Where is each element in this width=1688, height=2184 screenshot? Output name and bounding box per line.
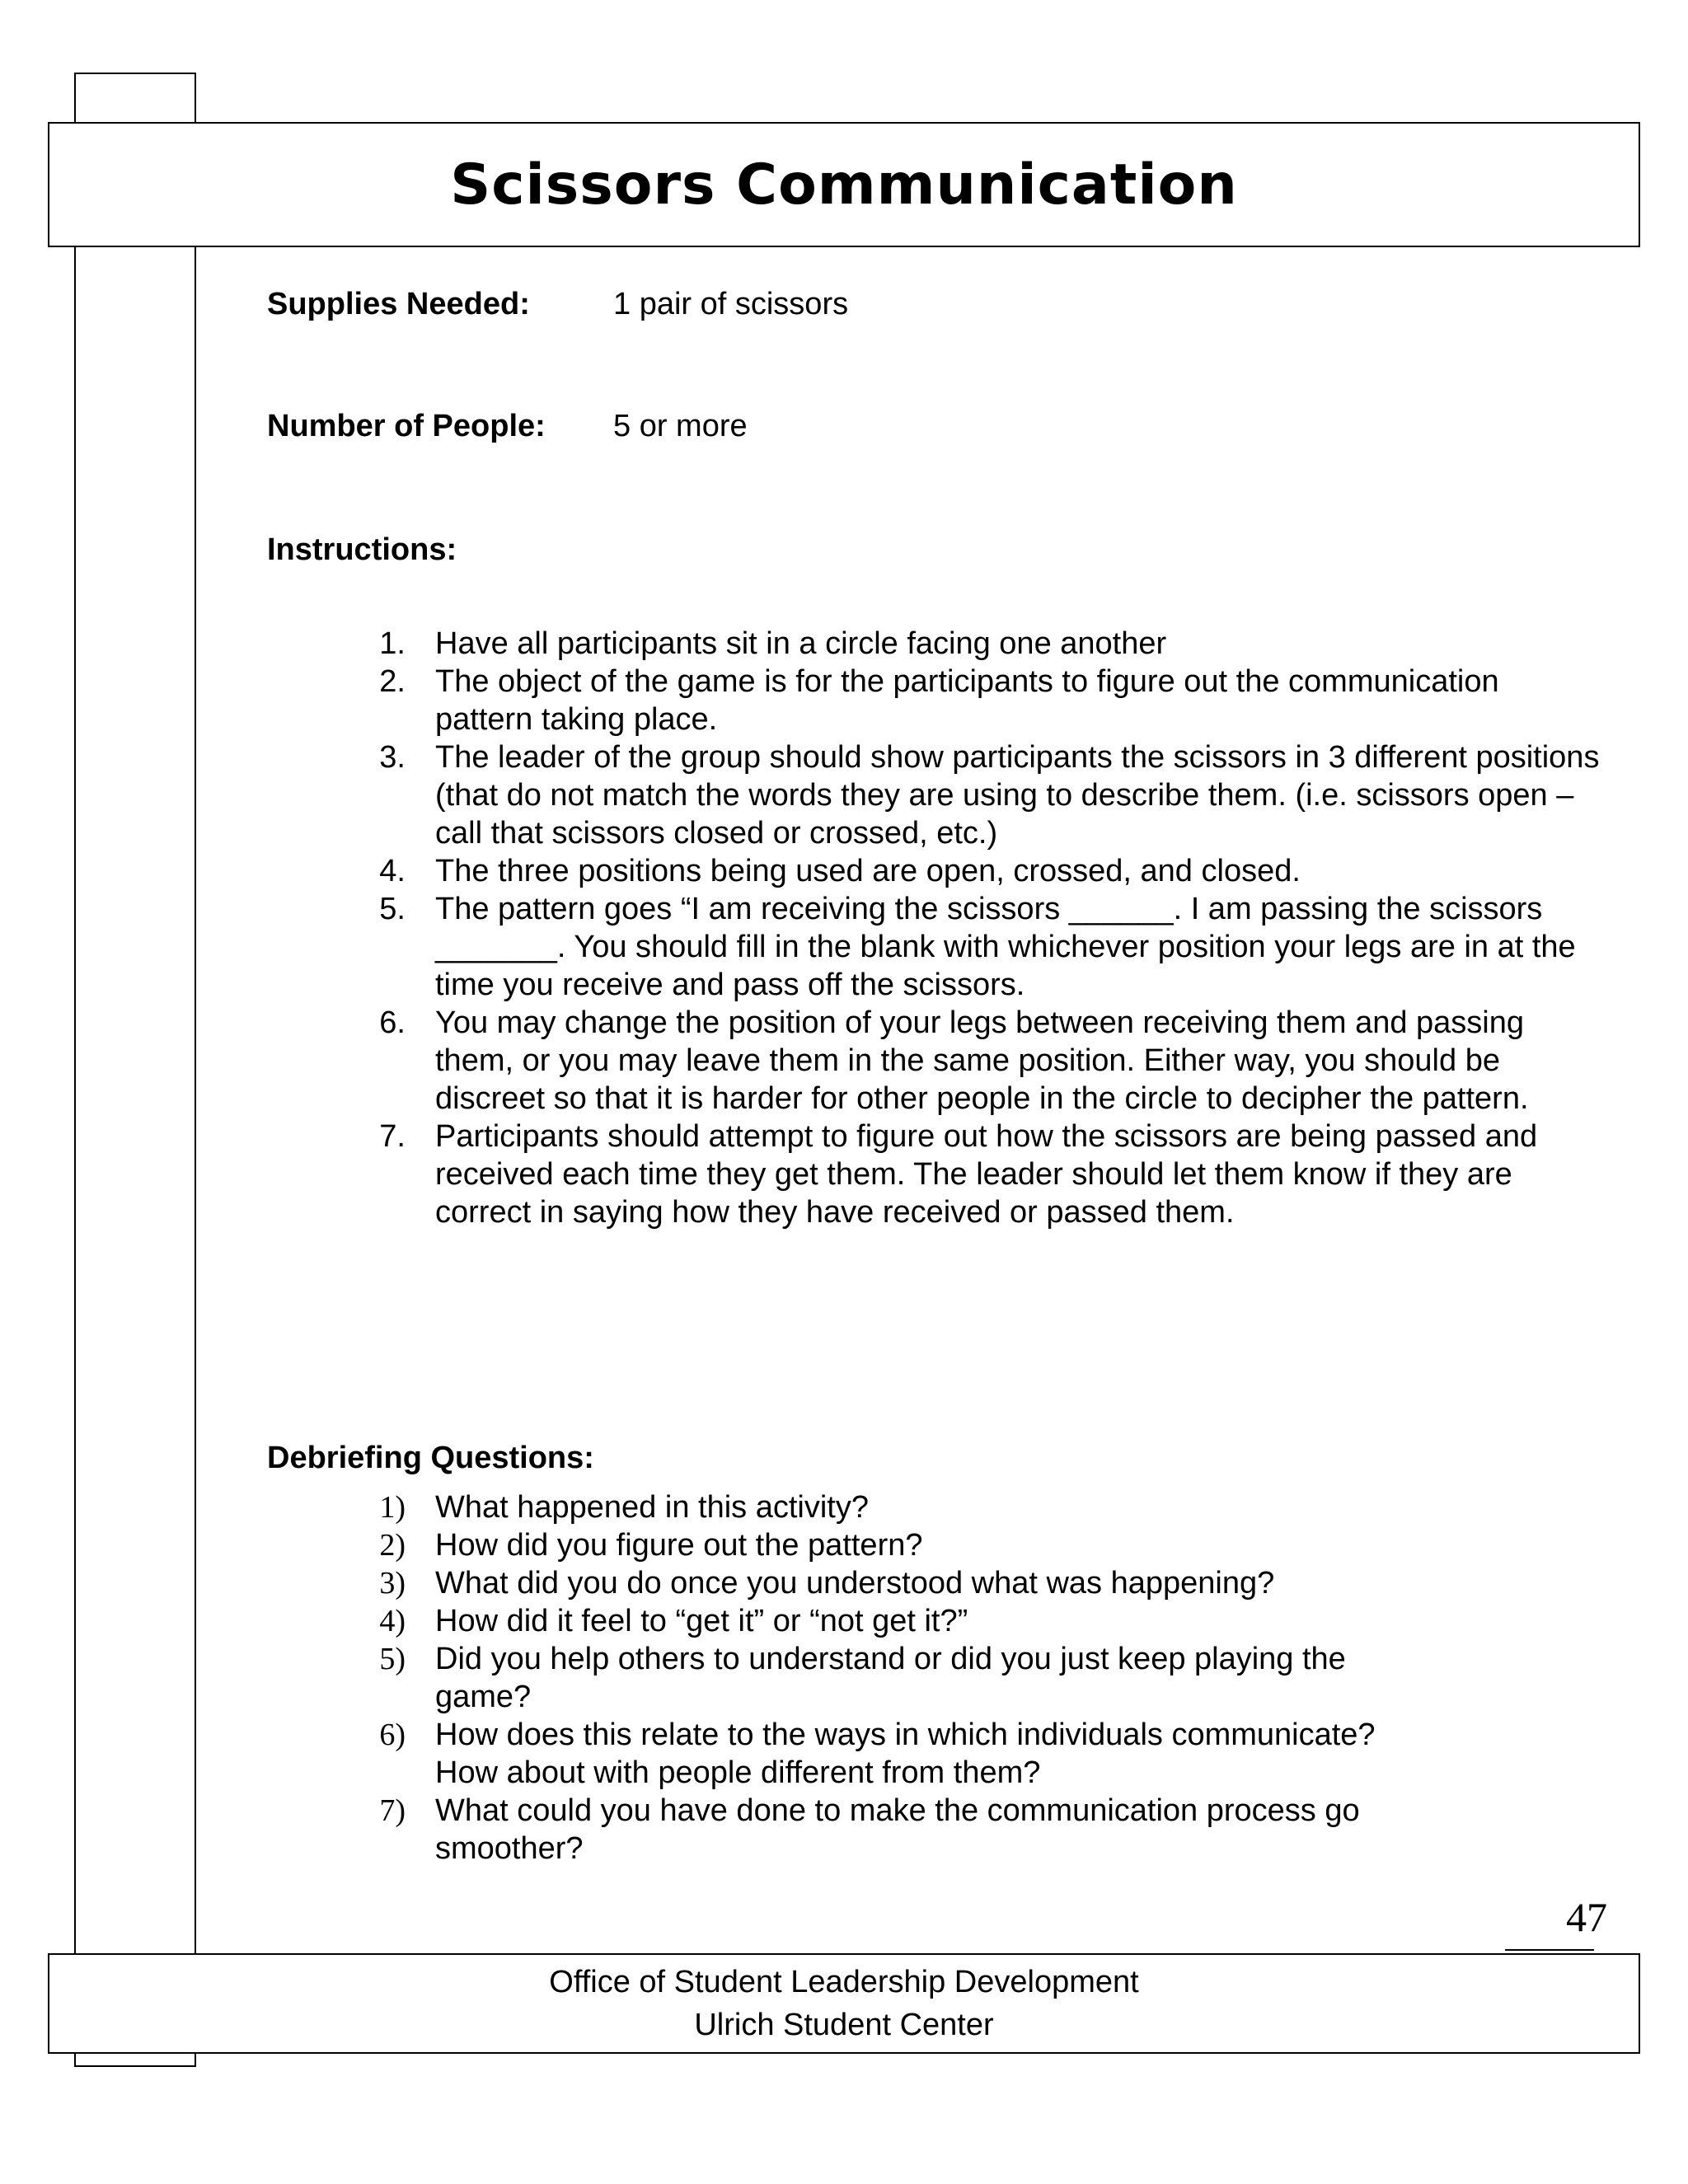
footer-office-name: Office of Student Leadership Development [549, 1965, 1139, 1999]
list-item-number: 2. [379, 664, 406, 699]
footer-location: Ulrich Student Center [694, 2008, 994, 2042]
debriefing-heading: Debriefing Questions: [267, 1441, 594, 1475]
page-number-divider [1505, 1949, 1594, 1951]
debriefing-list [349, 1488, 1602, 1868]
list-item [349, 1602, 1602, 1640]
people-value: 5 or more [613, 409, 748, 443]
list-item [349, 1526, 1602, 1564]
list-item [349, 663, 1602, 738]
page-number: 47 [1566, 1894, 1607, 1940]
list-item-text: The pattern goes “I am receiving the scissors ______. I am passing the scissors _______. You should fill in the blank with whichever position your legs are in at the time you receive and pass off the scissors. [435, 892, 1576, 1002]
binder-spine-frame [74, 73, 196, 2067]
list-item-number: 6) [379, 1718, 406, 1752]
list-item-number: 7. [379, 1119, 406, 1154]
list-item-number: 6. [379, 1005, 406, 1040]
list-item [349, 1004, 1602, 1118]
list-item [349, 738, 1602, 852]
list-item-text: Have all participants sit in a circle facing one another [435, 626, 1167, 661]
list-item-text: How did you figure out the pattern? [435, 1528, 923, 1563]
list-item-text: The three positions being used are open, crossed, and closed. [435, 854, 1301, 888]
list-item [349, 1640, 1602, 1716]
list-item-text: How does this relate to the ways in which individuals communicate? How about with people different from them? [435, 1718, 1376, 1790]
list-item [349, 1716, 1602, 1792]
list-item-text: The object of the game is for the participants to figure out the communication pattern taking place. [435, 664, 1499, 737]
list-item [349, 1118, 1602, 1231]
list-item [349, 1792, 1602, 1868]
supplies-value: 1 pair of scissors [613, 287, 849, 321]
page-title: Scissors Communication [450, 152, 1238, 218]
list-item-text: Did you help others to understand or did you just keep playing the game? [435, 1642, 1346, 1714]
list-item-number: 2) [379, 1528, 406, 1563]
list-item-number: 4. [379, 854, 406, 888]
instructions-heading: Instructions: [267, 532, 457, 567]
list-item-number: 1) [379, 1490, 406, 1525]
title-banner [48, 122, 1640, 247]
list-item-number: 3) [379, 1566, 406, 1601]
people-label: Number of People: [267, 409, 546, 443]
list-item [349, 1564, 1602, 1602]
list-item-number: 1. [379, 626, 406, 661]
footer-banner [48, 1953, 1640, 2054]
list-item-text: You may change the position of your legs between receiving them and passing them, or you may leave them in the same position. Either way, you should be discreet so that it is harder for other people in the circle to decipher the pattern. [435, 1005, 1529, 1116]
list-item-number: 4) [379, 1604, 406, 1638]
list-item-text: How did it feel to “get it” or “not get it?” [435, 1604, 968, 1638]
list-item-number: 5) [379, 1642, 406, 1676]
list-item [349, 1488, 1602, 1526]
list-item-text: What could you have done to make the communication process go smoother? [435, 1793, 1360, 1866]
list-item-number: 5. [379, 892, 406, 926]
list-item [349, 625, 1602, 663]
list-item [349, 852, 1602, 890]
list-item-text: Participants should attempt to figure out how the scissors are being passed and received each time they get them. The leader should let them know if they are correct in saying how they have received or passed them. [435, 1119, 1538, 1230]
list-item-text: What did you do once you understood what was happening? [435, 1566, 1275, 1601]
list-item-text: What happened in this activity? [435, 1490, 869, 1525]
list-item [349, 890, 1602, 1004]
instructions-list [349, 625, 1602, 1231]
list-item-number: 3. [379, 740, 406, 775]
list-item-number: 7) [379, 1793, 406, 1828]
list-item-text: The leader of the group should show participants the scissors in 3 different positions (that do not match the words they are using to describe them. (i.e. scissors open – call that scissors closed or crossed, etc.) [435, 740, 1600, 851]
supplies-label: Supplies Needed: [267, 287, 530, 321]
